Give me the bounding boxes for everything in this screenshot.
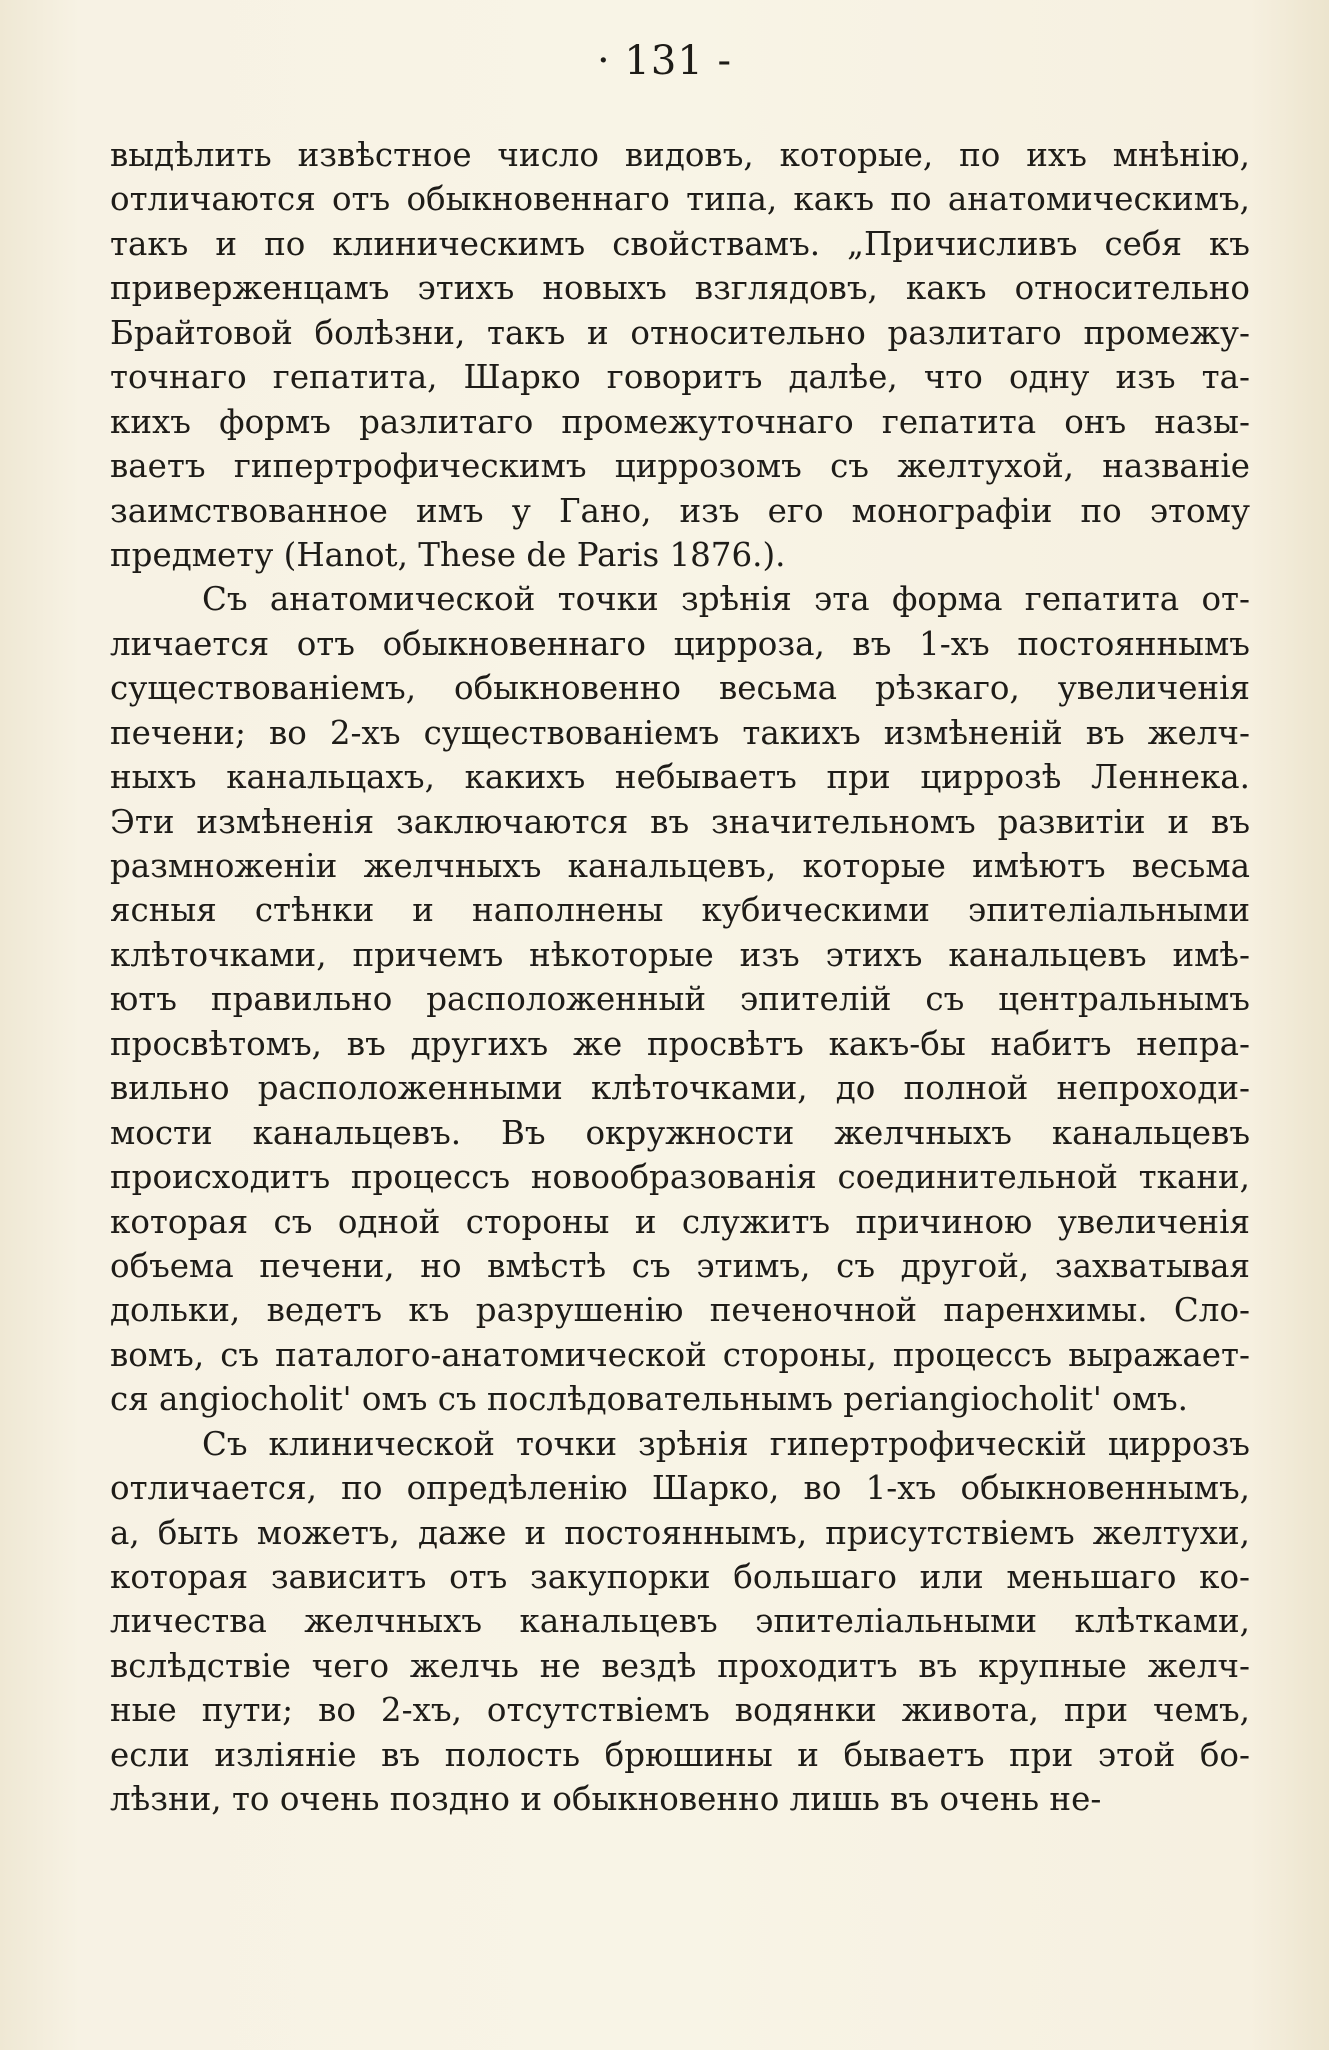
paragraph — [110, 133, 1250, 577]
text-line: которая зависитъ отъ закупорки большаго или меньшаго ко- — [110, 1558, 1250, 1596]
paragraph — [110, 1422, 1250, 1822]
text-line: личества желчныхъ канальцевъ эпителіальными клѣтками, — [110, 1602, 1250, 1641]
text-line: лѣзни, то очень поздно и обыкновенно лишь въ очень не- — [110, 1780, 1102, 1819]
text-line: ясныя стѣнки и наполнены кубическими эпителіальными — [110, 891, 1250, 930]
paragraph — [110, 577, 1250, 1421]
text-line: ся angiocholit' омъ съ послѣдовательнымъ periangiocholit' омъ. — [110, 1380, 1188, 1419]
text-line: которая съ одной стороны и служитъ причиною увеличенія — [110, 1202, 1250, 1241]
text-line: выдѣлить извѣстное число видовъ, которые, по ихъ мнѣнію, — [110, 136, 1250, 174]
text-line: вомъ, съ паталого-анатомической стороны, процессъ выражает- — [110, 1335, 1250, 1374]
text-line: точнаго гепатита, Шарко говоритъ далѣе, что одну изъ та- — [110, 358, 1250, 397]
text-line: Съ клинической точки зрѣнія гипертрофическій циррозъ — [202, 1424, 1250, 1463]
text-line: печени; во 2-хъ существованіемъ такихъ измѣненій въ желч- — [110, 713, 1250, 752]
text-line: отличается, по опредѣленію Шарко, во 1-хъ обыкновеннымъ, — [110, 1469, 1250, 1508]
text-line: ные пути; во 2-хъ, отсутствіемъ водянки живота, при чемъ, — [110, 1691, 1250, 1730]
body-text — [110, 133, 1250, 1822]
text-line: объема печени, но вмѣстѣ съ этимъ, съ другой, захватывая — [110, 1246, 1250, 1285]
text-line: приверженцамъ этихъ новыхъ взглядовъ, какъ относительно — [110, 269, 1250, 308]
text-line: существованіемъ, обыкновенно весьма рѣзкаго, увеличенія — [110, 669, 1250, 708]
text-line: если изліяніе въ полость брюшины и бываетъ при этой бо- — [110, 1735, 1250, 1774]
text-line: вслѣдствіе чего желчь не вездѣ проходитъ въ крупные желч- — [110, 1646, 1250, 1685]
text-line: заимствованное имъ у Гано, изъ его монографіи по этому — [110, 491, 1250, 530]
text-line: происходитъ процессъ новообразованія соединительной ткани, — [110, 1158, 1250, 1197]
text-line: просвѣтомъ, въ другихъ же просвѣтъ какъ-бы набитъ непра- — [110, 1024, 1250, 1063]
text-line: кихъ формъ разлитаго промежуточнаго гепатита онъ назы- — [110, 402, 1250, 441]
page-number: · 131 - — [596, 38, 732, 84]
text-line: размноженіи желчныхъ канальцевъ, которые имѣютъ весьма — [110, 847, 1250, 885]
text-line: Съ анатомической точки зрѣнія эта форма гепатита от- — [202, 580, 1250, 619]
text-line: ныхъ канальцахъ, какихъ небываетъ при циррозѣ Леннека. — [110, 758, 1250, 797]
text-line: дольки, ведетъ къ разрушенію печеночной паренхимы. Сло- — [110, 1291, 1250, 1330]
text-line: отличаются отъ обыкновеннаго типа, какъ по анатомическимъ, — [110, 180, 1250, 219]
text-line: клѣточками, причемъ нѣкоторые изъ этихъ канальцевъ имѣ- — [110, 935, 1250, 974]
text-line: мости канальцевъ. Въ окружности желчныхъ канальцевъ — [110, 1113, 1250, 1152]
text-line: а, быть можетъ, даже и постояннымъ, присутствіемъ желтухи, — [110, 1513, 1250, 1552]
text-line: личается отъ обыкновеннаго цирроза, въ 1-хъ постояннымъ — [110, 624, 1250, 663]
text-line: ютъ правильно расположенный эпителій съ центральнымъ — [110, 980, 1250, 1019]
text-line: Эти измѣненія заключаются въ значительномъ развитіи и въ — [110, 802, 1250, 841]
text-line: ваетъ гипертрофическимъ циррозомъ съ желтухой, названіе — [110, 447, 1250, 486]
text-line: такъ и по клиническимъ свойствамъ. „Причисливъ себя къ — [110, 224, 1250, 263]
text-line: вильно расположенными клѣточками, до полной непроходи- — [110, 1069, 1250, 1108]
text-line: предмету (Hanot, These de Paris 1876.). — [110, 535, 786, 574]
text-line: Брайтовой болѣзни, такъ и относительно разлитаго промежу- — [110, 313, 1250, 352]
